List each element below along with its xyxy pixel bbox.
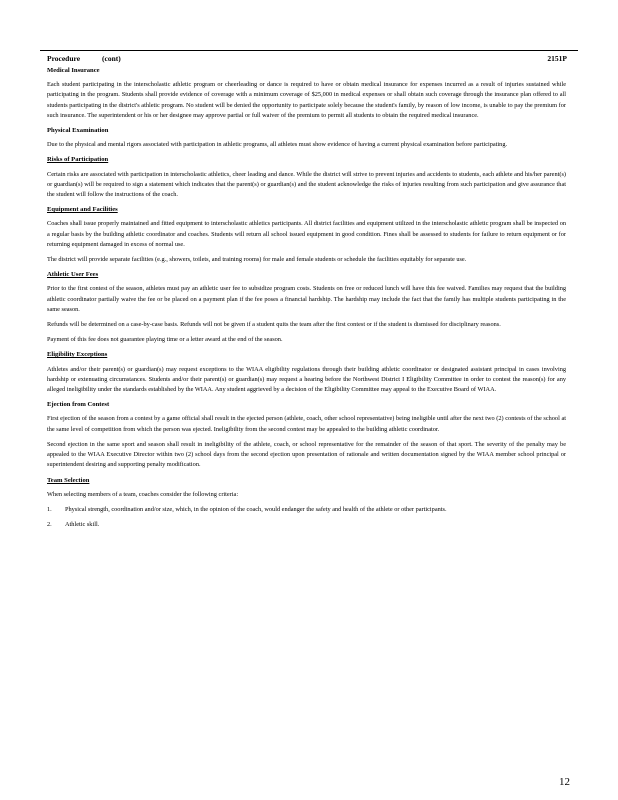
policy-code: 2151P	[547, 54, 567, 63]
section-equipment-and-facilities	[47, 205, 566, 265]
section-heading: Athletic User Fees	[47, 271, 99, 279]
section-paragraph: The district will provide separate facilities (e.g., showers, toilets, and training rooms) for male and female students or schedule the facilities equitably for separate use.	[47, 256, 467, 264]
section-physical-examination	[47, 126, 566, 150]
section-eligibility-exceptions	[47, 350, 566, 395]
section-paragraph: Payment of this fee does not guarantee playing time or a letter award at the end of the season.	[47, 336, 283, 344]
criteria-list-item	[47, 505, 566, 515]
continued-label: (cont)	[102, 54, 121, 63]
section-paragraph: Coaches shall issue properly maintained and fitted equipment to interscholastic athletics participants. All district facilities and equipment utilized in the interscholastic athletic program shall be inspected on a regular basis by the building athletic coordinator and coaches. Students will return all school issued equipment in good condition. Fines shall be assessed to students for failure to return equipment or for returning equipment damaged in excess of normal use.	[47, 220, 566, 248]
section-risks-of-participation	[47, 155, 566, 200]
section-paragraph: Each student participating in the interscholastic athletic program or cheerleading or dance is required to have or obtain medical insurance for expenses incurred as a result of injuries sustained while participating in the program. Students shall provide evidence of coverage with a minimum coverage of $25,000 in medical expenses or shall obtain such coverage through the insurance plan offered to all students participating in the district's athletic program. No student will be denied the opportunity to participate solely because the student's family, by reason of low income, is unable to pay the premium for such insurance. The superintendent or his or her designee may approve partial or full waiver of the premium to permit all students to obtain the required medical insurance.	[47, 81, 566, 119]
page-number: 12	[559, 776, 570, 788]
page-header	[47, 54, 567, 63]
section-paragraph: First ejection of the season from a contest by a game official shall result in the ejected person (athlete, coach, other school representative) being ineligible until after the next two (2) contests of the school at the same level of competition from which the person was ejected. Ineligibility from the second contest may be appealed to the building athletic coordinator.	[47, 415, 566, 433]
section-paragraph: Due to the physical and mental rigors associated with participation in athletic programs, all athletes must show evidence of having a current physical examination before participating.	[47, 141, 508, 149]
section-athletic-user-fees	[47, 270, 566, 345]
section-paragraph: Refunds will be determined on a case-by-case basis. Refunds will not be given if a student quits the team after the first contest or if the student is dismissed for disciplinary reasons.	[47, 321, 501, 329]
criteria-list-item	[47, 520, 566, 530]
section-paragraph: Second ejection in the same sport and season shall result in ineligibility of the athlete, coach, or school representative for the remainder of the season of that sport. The severity of the penalty may be appealed to the WIAA Executive Director within two (2) school days from the second ejection upon presentation of rationale and written documentation signed by the WIAA member school principal or superintendent desiring and supporting penalty modification.	[47, 440, 566, 469]
document-body	[47, 66, 566, 535]
list-number: 2.	[47, 521, 52, 529]
section-heading: Medical Insurance	[47, 67, 100, 74]
section-paragraph: Athletes and/or their parent(s) or guardian(s) may request exceptions to the WIAA eligibility regulations through their building athletic coordinator or designated assistant principal in cases involving hardship or extenuating circumstances. Students and/or their parent(s) or guardian(s) may request a hearing before the Northwest District I Eligibility Committee in order to contest the reason(s) for any alleged ineligibility under the standards established by the WIAA. Any student aggrieved by a decision of the Eligibility Committee may appeal to the Executive Board of WIAA.	[47, 365, 566, 394]
section-paragraph: When selecting members of a team, coaches consider the following criteria:	[47, 490, 239, 498]
section-heading: Eligibility Exceptions	[47, 351, 108, 359]
list-text: Athletic skill.	[65, 521, 100, 529]
header-rule	[40, 50, 578, 51]
section-team-selection	[47, 476, 566, 500]
section-heading: Equipment and Facilities	[47, 206, 118, 214]
section-ejection-from-contest	[47, 400, 566, 470]
section-heading: Team Selection	[47, 476, 90, 484]
section-heading: Risks of Participation	[47, 156, 109, 164]
section-medical-insurance	[47, 66, 566, 121]
section-heading: Ejection from Contest	[47, 401, 110, 409]
list-number: 1.	[47, 505, 52, 513]
section-heading: Physical Examination	[47, 127, 109, 135]
section-paragraph: Certain risks are associated with participation in interscholastic athletics, cheer leading and dance. While the district will strive to prevent injuries and accidents to students, each athlete and his/her parent(s) or guardian(s) will be required to sign a statement which indicates that the parent(s) or guardian(s) and the student acknowledge the risks of injuries resulting from such participation and give assurance that the student will follow the instructions of the coach.	[47, 170, 566, 199]
section-paragraph: Prior to the first contest of the season, athletes must pay an athletic user fee to subsidize program costs. Students on free or reduced lunch will have this fee waived. Families may request that the building athletic coordinator partially waive the fee or be placed on a payment plan if the fee poses a financial hardship. The hardship may include the fact that the family has multiple students participating in the same season.	[47, 285, 566, 313]
list-text: Physical strength, coordination and/or size, which, in the opinion of the coach, would endanger the safety and health of the athlete or other participants.	[65, 505, 447, 513]
procedure-label: Procedure	[47, 54, 81, 63]
